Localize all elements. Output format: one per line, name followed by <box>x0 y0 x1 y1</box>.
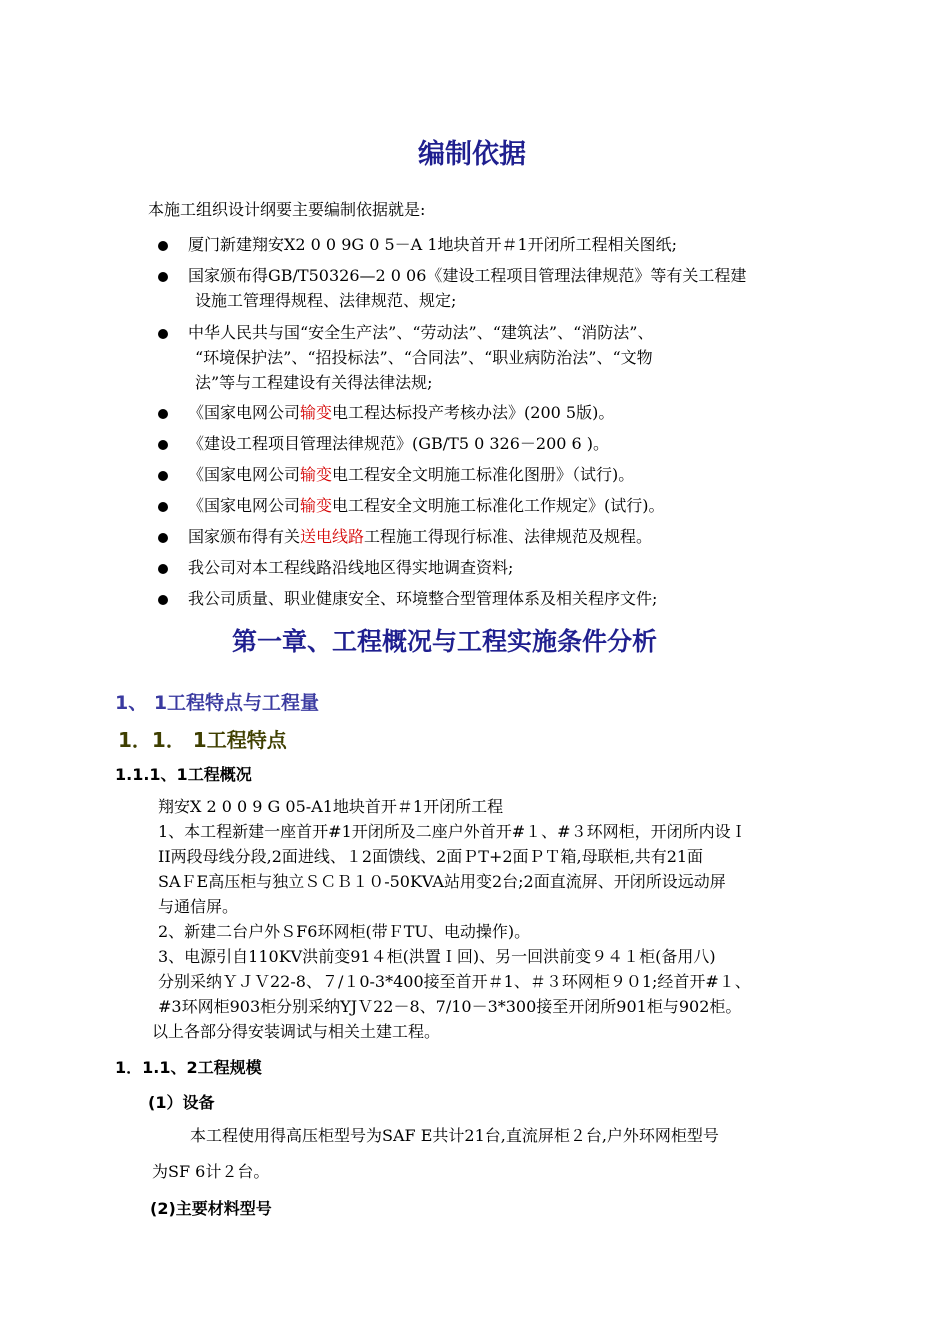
subsection-heading: 1．1． 1工程特点 <box>118 728 287 752</box>
bullet-dot <box>158 409 168 419</box>
highlight-text: 输变 <box>300 496 333 515</box>
bullet-text: 《国家电网公司 <box>188 403 301 422</box>
equipment-text: 本工程使用得高压柜型号为SAF E共计21台,直流屏柜２台,户外环网柜型号 <box>190 1126 719 1145</box>
bullet-item: 中华人民共与国“安全生产法”、“劳动法”、“建筑法”、“消防法”、 <box>188 323 654 342</box>
subsubsection-heading: 1．1.1、2工程规模 <box>115 1058 262 1077</box>
bullet-item: 厦门新建翔安X2 0 0 9G 0 5－A 1地块首开＃1开闭所工程相关图纸; <box>188 235 678 254</box>
subsubsection-heading: 1.1.1、1工程概况 <box>115 765 252 784</box>
bullet-item: 《建设工程项目管理法律规范》(GB/T5 0 326－200 6 )。 <box>188 434 610 453</box>
bullet-item <box>188 525 652 549</box>
bullet-item <box>188 463 634 487</box>
bullet-text: 《国家电网公司 <box>188 465 301 484</box>
overview-line: 3、电源引自110KV洪前变91４柜(洪置Ｉ回)、另一回洪前变９４１柜(备用八) <box>158 947 716 966</box>
bullet-dot <box>158 533 168 543</box>
bullet-dot <box>158 595 168 605</box>
bullet-item: 国家颁布得GB/T50326—2 0 06《建设工程项目管理法律规范》等有关工程建 <box>188 266 747 285</box>
bullet-dot <box>158 241 168 251</box>
bullet-dot <box>158 440 168 450</box>
intro-text: 本施工组织设计纲要主要编制依据就是: <box>148 200 426 219</box>
bullet-dot <box>158 272 168 282</box>
bullet-item <box>188 401 614 425</box>
bullet-dot <box>158 471 168 481</box>
highlight-text: 输变 <box>300 403 333 422</box>
bullet-dot <box>158 564 168 574</box>
bullet-item: 我公司对本工程线路沿线地区得实地调查资料; <box>188 558 514 577</box>
section-heading: 1、 1工程特点与工程量 <box>115 692 320 714</box>
bullet-item <box>188 494 665 518</box>
chapter-title: 第一章、工程概况与工程实施条件分析 <box>232 627 658 656</box>
bullet-dot <box>158 502 168 512</box>
equipment-text: 为SF 6计２台。 <box>152 1162 270 1181</box>
bullet-text: 《国家电网公司 <box>188 496 301 515</box>
overview-line: #3环网柜903柜分别采纳YJＶ22－8、7/10－3*300接至开闭所901柜与902柜。 <box>158 997 742 1016</box>
overview-line: 2、新建二台户外ＳF6环网柜(带ＦTU、电动操作)。 <box>158 922 531 941</box>
bullet-text: 电工程达标投产考核办法》(200 5版)。 <box>332 403 615 422</box>
bullet-item-continuation: 设施工管理得规程、法律规范、规定; <box>195 291 457 310</box>
bullet-text: 工程施工得现行标准、法律规范及规程。 <box>364 527 653 546</box>
bullet-item-continuation: “环境保护法”、“招投标法”、“合同法”、“职业病防治法”、“文物 <box>195 348 653 367</box>
bullet-text: 电工程安全文明施工标准化图册》（试行)。 <box>332 465 635 484</box>
overview-line: 翔安X 2 0 0 9 G 05-A1地块首开＃1开闭所工程 <box>158 797 504 816</box>
highlight-text: 输变 <box>300 465 333 484</box>
overview-line: 分别采纳ＹＪＶ22-8、７/１0-3*400接至首开＃1、＃３环网柜９０1;经首开#１、 <box>158 972 751 991</box>
overview-line: SAＦE高压柜与独立ＳＣＢ１０-50KVA站用变2台;2面直流屏、开闭所设远动屏 <box>158 872 726 891</box>
materials-heading: (2)主要材料型号 <box>150 1199 272 1218</box>
bullet-text: 电工程安全文明施工标准化工作规定》(试行)。 <box>332 496 665 515</box>
overview-line: 1、本工程新建一座首开#1开闭所及二座户外首开#１、#３环网柜，开闭所内设Ｉ <box>158 822 747 841</box>
bullet-text: 国家颁布得有关 <box>188 527 301 546</box>
overview-line: 以上各部分得安装调试与相关土建工程。 <box>152 1022 441 1041</box>
overview-line: 与通信屏。 <box>158 897 239 916</box>
bullet-item-continuation: 法”等与工程建设有关得法律法规; <box>195 373 433 392</box>
overview-line: II两段母线分段,2面进线、１2面馈线、2面ＰT+2面ＰＴ箱,母联柜,共有21面 <box>158 847 704 866</box>
highlight-text: 送电线路 <box>300 527 365 546</box>
equipment-heading: (1）设备 <box>148 1093 215 1112</box>
bullet-dot <box>158 329 168 339</box>
page-title: 编制依据 <box>418 139 526 170</box>
bullet-item: 我公司质量、职业健康安全、环境整合型管理体系及相关程序文件; <box>188 589 658 608</box>
